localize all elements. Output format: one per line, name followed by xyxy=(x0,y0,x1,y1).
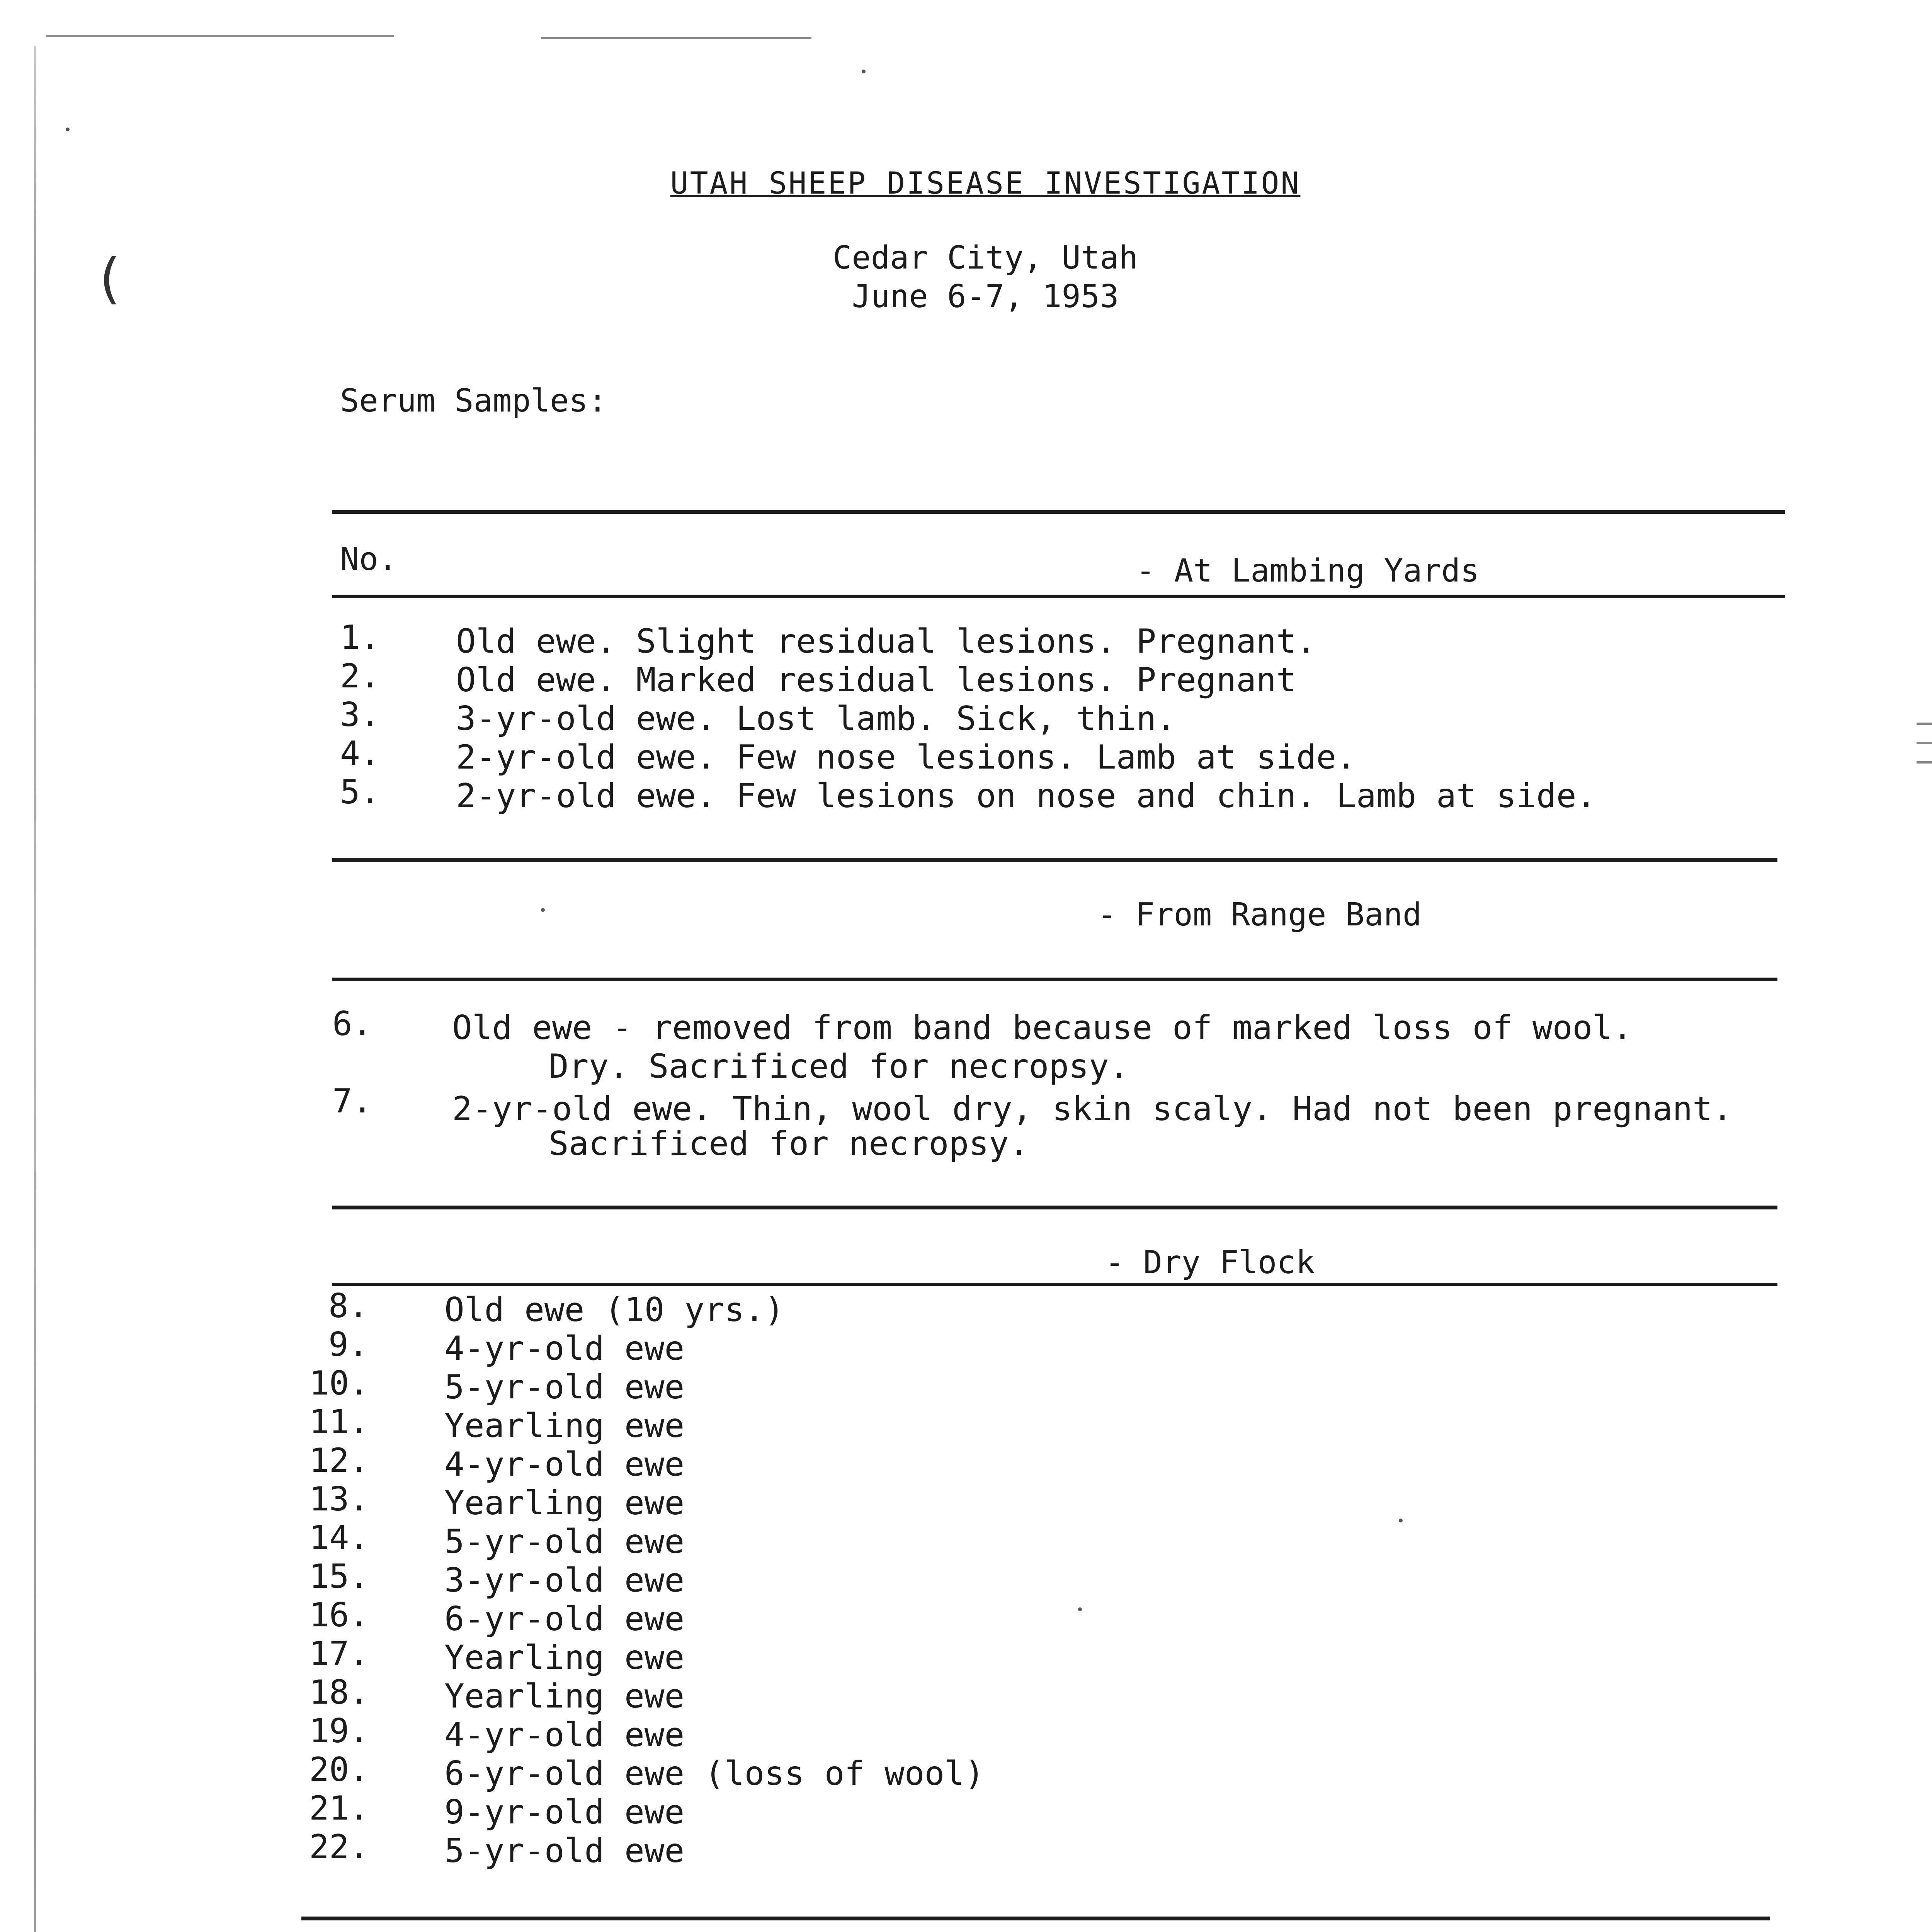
entry-continuation: Sacrificed for necropsy. xyxy=(549,1124,1029,1163)
rule-section xyxy=(332,858,1777,862)
entry-text: 4-yr-old ewe xyxy=(444,1716,685,1754)
rule-section xyxy=(332,1206,1777,1209)
entry-text: Old ewe - removed from band because of marked loss of wool. xyxy=(452,1009,1633,1047)
entry-number: 22. xyxy=(309,1828,369,1866)
rule-header-under xyxy=(332,1283,1777,1286)
rule-header-under xyxy=(332,978,1777,981)
entry-number: 4. xyxy=(340,734,380,773)
entry-number: 11. xyxy=(309,1403,369,1441)
document-date: June 6-7, 1953 xyxy=(852,278,1119,315)
entry-text: Yearling ewe xyxy=(444,1638,685,1677)
entry-number: 19. xyxy=(309,1712,369,1750)
entry-text: 6-yr-old ewe (loss of wool) xyxy=(444,1754,985,1793)
entry-text: 5-yr-old ewe xyxy=(444,1368,685,1406)
entry-text: 2-yr-old ewe. Thin, wool dry, skin scaly. Had not been pregnant. xyxy=(452,1090,1733,1128)
scan-edge xyxy=(34,46,36,1932)
entry-number: 17. xyxy=(309,1634,369,1673)
serum-samples-label: Serum Samples: xyxy=(340,383,607,419)
scan-speck xyxy=(541,908,545,912)
entry-number: 12. xyxy=(309,1441,369,1480)
document-place: Cedar City, Utah xyxy=(833,240,1138,276)
entry-text: Old ewe. Marked residual lesions. Pregnant xyxy=(456,661,1296,699)
scan-edge-top xyxy=(46,35,394,37)
margin-mark: ( xyxy=(93,247,126,310)
entry-text: Old ewe. Slight residual lesions. Pregnant. xyxy=(456,622,1316,661)
entry-text: 3-yr-old ewe. Lost lamb. Sick, thin. xyxy=(456,699,1176,738)
entry-text: Yearling ewe xyxy=(444,1484,685,1522)
entry-number: 16. xyxy=(309,1596,369,1634)
document-title: UTAH SHEEP DISEASE INVESTIGATION xyxy=(670,166,1301,201)
section-heading-dry-flock: - Dry Flock xyxy=(1105,1244,1315,1281)
entry-text: 4-yr-old ewe xyxy=(444,1329,685,1368)
entry-number: 7. xyxy=(332,1082,372,1121)
entry-text: 2-yr-old ewe. Few nose lesions. Lamb at side. xyxy=(456,738,1356,777)
entry-continuation: Dry. Sacrificed for necropsy. xyxy=(549,1047,1129,1086)
entry-number: 18. xyxy=(309,1673,369,1712)
entry-number: 5. xyxy=(340,773,380,811)
entry-number: 13. xyxy=(309,1480,369,1519)
entry-number: 10. xyxy=(309,1364,369,1403)
scan-speck xyxy=(66,128,70,131)
entry-number: 2. xyxy=(340,657,380,696)
entry-text: 2-yr-old ewe. Few lesions on nose and chin. Lamb at side. xyxy=(456,777,1597,815)
entry-number: 3. xyxy=(340,696,380,734)
entry-number: 14. xyxy=(309,1519,369,1557)
entry-number: 20. xyxy=(309,1750,369,1789)
entry-text: 3-yr-old ewe xyxy=(444,1561,685,1600)
entry-text: 5-yr-old ewe xyxy=(444,1832,685,1870)
entry-number: 15. xyxy=(309,1557,369,1596)
entry-number: 21. xyxy=(309,1789,369,1828)
entry-text: Yearling ewe xyxy=(444,1406,685,1445)
section-heading-lambing-yards: - At Lambing Yards xyxy=(1136,553,1480,589)
entry-number: 8. xyxy=(328,1287,369,1325)
scan-speck xyxy=(1078,1607,1082,1611)
scan-speck xyxy=(862,70,866,73)
rule-section xyxy=(301,1917,1770,1920)
entry-text: 4-yr-old ewe xyxy=(444,1445,685,1484)
entry-text: Yearling ewe xyxy=(444,1677,685,1716)
entry-number: 9. xyxy=(328,1325,369,1364)
entry-text: 5-yr-old ewe xyxy=(444,1522,685,1561)
entry-number: 6. xyxy=(332,1005,372,1043)
scan-artifact xyxy=(1917,723,1932,725)
rule-header-under xyxy=(332,595,1785,598)
scan-speck xyxy=(1399,1519,1403,1522)
scan-artifact xyxy=(1917,761,1932,764)
entry-number: 1. xyxy=(340,618,380,657)
entry-text: 6-yr-old ewe xyxy=(444,1600,685,1638)
section-heading-range-band: - From Range Band xyxy=(1097,896,1422,933)
entry-text: Old ewe (10 yrs.) xyxy=(444,1291,785,1329)
entry-text: 9-yr-old ewe xyxy=(444,1793,685,1832)
scan-artifact xyxy=(1917,742,1932,744)
rule-top xyxy=(332,510,1785,514)
scan-edge-top xyxy=(541,37,811,39)
no-column-header: No. xyxy=(340,541,398,578)
